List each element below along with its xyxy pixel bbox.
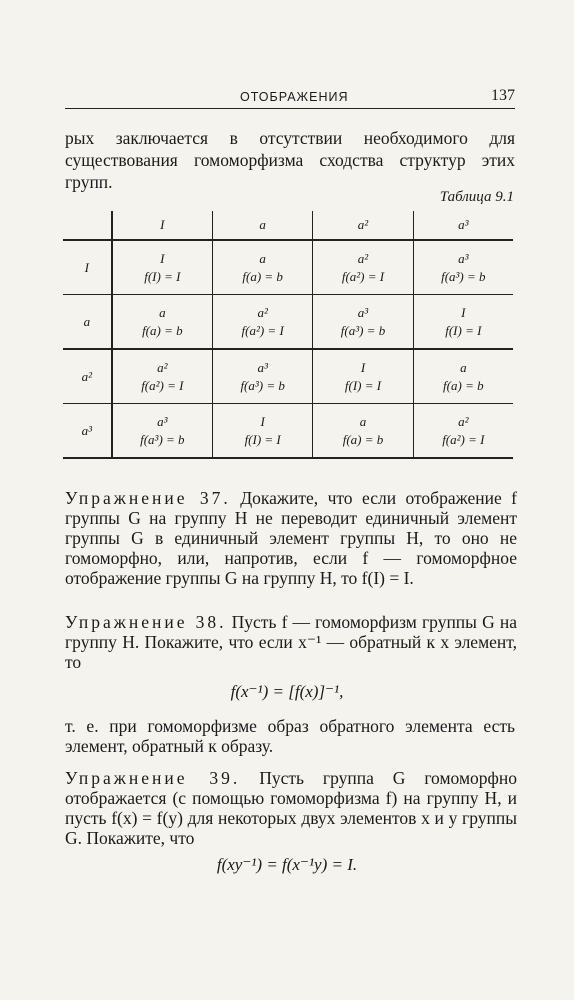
table-cell xyxy=(413,240,513,295)
cell-image: f(I) = I xyxy=(344,377,382,393)
table-cell xyxy=(313,349,413,404)
table-row xyxy=(63,404,513,459)
page-number: 137 xyxy=(491,87,515,104)
column-header: a² xyxy=(313,211,413,240)
table-row xyxy=(63,295,513,350)
row-header: a xyxy=(63,295,112,350)
table-cell xyxy=(213,295,313,350)
running-header xyxy=(65,88,515,108)
cell-product: I xyxy=(360,359,366,375)
cell-product: a² xyxy=(257,304,268,320)
table-cell xyxy=(413,295,513,350)
cell-image: f(a) = b xyxy=(443,377,484,393)
header-rule xyxy=(65,108,515,109)
column-header: a xyxy=(213,211,313,240)
cell-product: a² xyxy=(458,413,469,429)
corner-cell xyxy=(63,211,112,240)
exercise-39 xyxy=(65,768,517,848)
exercise-label: Упражнение 38. xyxy=(65,612,227,632)
table-cell xyxy=(213,349,313,404)
row-header: a³ xyxy=(63,404,112,459)
cell-image: f(a²) = I xyxy=(341,268,385,284)
cell-image: f(a³) = b xyxy=(340,322,386,338)
cell-product: a² xyxy=(157,359,168,375)
cell-image: f(a²) = I xyxy=(141,377,184,393)
exercise-text: Пусть f — гомоморфизм группы G на группу H. Покажите, что если x⁻¹ — обратный к x элемент, то xyxy=(65,612,517,672)
cell-image: f(I) = I xyxy=(144,268,181,284)
column-header: a³ xyxy=(413,211,513,240)
table-cell xyxy=(112,349,213,404)
cell-product: I xyxy=(461,304,466,320)
table-cell xyxy=(112,295,213,350)
cell-image: f(a³) = b xyxy=(240,377,285,393)
cell-product: a² xyxy=(357,250,369,266)
cell-product: a xyxy=(159,304,166,320)
intro-paragraph: рых заключается в отсутствии необходимого для существования гомоморфизма сходства структур этих групп. xyxy=(65,128,515,192)
table-cell xyxy=(313,240,413,295)
cell-image: f(a³) = b xyxy=(441,268,486,284)
cell-product: a xyxy=(460,359,467,375)
exercise-38 xyxy=(65,612,517,672)
cell-image: f(a²) = I xyxy=(241,322,284,338)
exercise-label: Упражнение 37. xyxy=(65,488,231,508)
row-header: a² xyxy=(63,349,112,404)
cell-product: a³ xyxy=(157,413,168,429)
exercise-38-conclusion: т. е. при гомоморфизме образ обратного элемента есть элемент, обратный к образу. xyxy=(65,716,515,756)
exercise-label: Упражнение 39. xyxy=(65,768,241,788)
cell-product: a³ xyxy=(257,359,268,375)
exercise-37 xyxy=(65,488,517,588)
table-cell xyxy=(213,404,313,459)
table-cell xyxy=(112,240,213,295)
formula-identity: f(xy⁻¹) = f(x⁻¹y) = I. xyxy=(216,855,358,874)
cell-product: a xyxy=(259,250,266,266)
table-cell xyxy=(413,404,513,459)
cell-image: f(a) = b xyxy=(142,322,183,338)
table-row xyxy=(63,240,513,295)
cell-product: a³ xyxy=(458,250,469,266)
cell-product: I xyxy=(260,413,265,429)
group-table xyxy=(63,211,513,459)
exercise-text: Пусть группа G гомоморфно отображается (с помощью гомоморфизма f) на группу H, и пусть f(x) = f(y) для некоторых двух элементов x и y группы G. Покажите, что xyxy=(65,768,517,848)
table-cell xyxy=(413,349,513,404)
cell-image: f(a) = b xyxy=(342,431,384,447)
cell-product: a xyxy=(359,413,367,429)
exercise-text: Докажите, что если отображение f группы G на группу H не переводит единичный элемент группы G в единичный элемент группы H, то оно не гомоморфно, или, напротив, если f — гомоморфное отображение группы G на группу H, то f(I) = I. xyxy=(65,488,517,588)
column-header: I xyxy=(112,211,213,240)
table-cell xyxy=(313,404,413,459)
cell-image: f(a) = b xyxy=(242,268,283,284)
cell-product: a³ xyxy=(357,304,369,320)
table-cell xyxy=(112,404,213,459)
table-row xyxy=(63,349,513,404)
table-cell xyxy=(213,240,313,295)
cell-image: f(a³) = b xyxy=(140,431,185,447)
cell-image: f(I) = I xyxy=(244,431,281,447)
table-cell xyxy=(313,295,413,350)
cell-image: f(I) = I xyxy=(445,322,482,338)
formula-inverse: f(x⁻¹) = [f(x)]⁻¹, xyxy=(230,682,344,701)
header-title: ОТОБРАЖЕНИЯ xyxy=(240,90,349,104)
cell-product: I xyxy=(160,250,165,266)
table-caption: Таблица 9.1 xyxy=(439,189,514,205)
cell-image: f(a²) = I xyxy=(442,431,485,447)
table-header-row xyxy=(63,211,513,240)
row-header: I xyxy=(63,240,112,295)
